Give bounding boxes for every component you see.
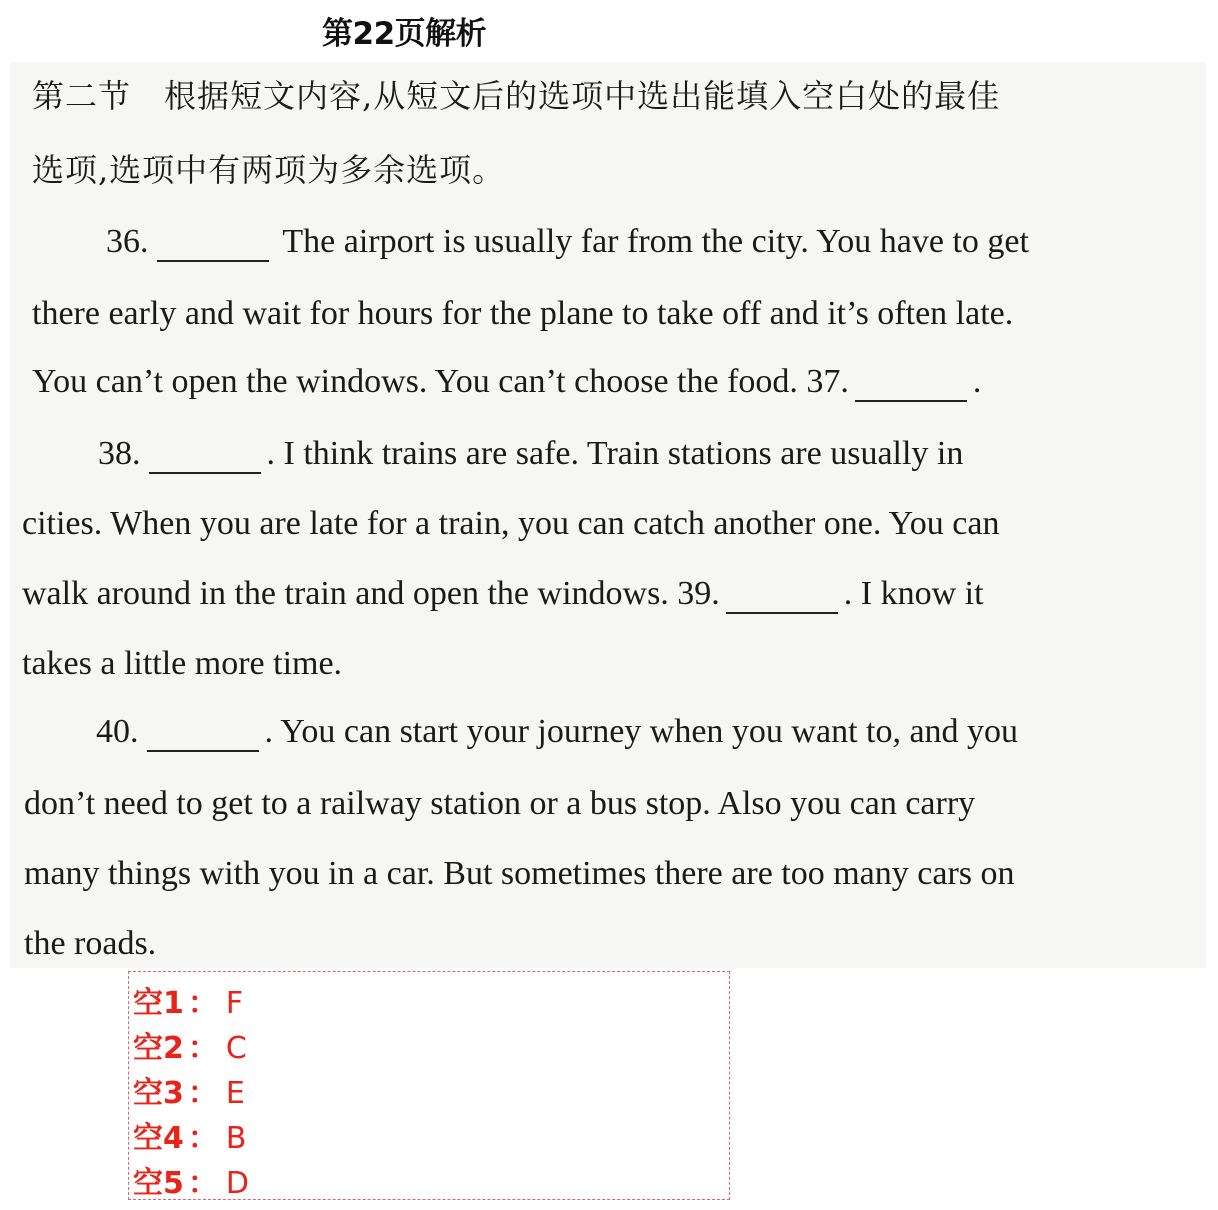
section-instruction-line-1: 第二节 根据短文内容,从短文后的选项中选出能填入空白处的最佳: [32, 77, 1001, 115]
question-38-line: [98, 434, 963, 474]
passage-text: You can’t open the windows. You can’t choose the food. 37.: [32, 363, 849, 400]
passage-punct: .: [972, 363, 982, 400]
answer-label: 空5: [133, 1166, 184, 1201]
answer-value: F: [225, 986, 244, 1021]
answer-label: 空1: [133, 986, 184, 1021]
passage-line: takes a little more time.: [22, 645, 343, 682]
question-39-line: [22, 574, 984, 614]
answer-key-box: [128, 971, 730, 1200]
passage-line: there early and wait for hours for the plane to take off and it’s often late.: [32, 295, 1014, 332]
answer-label: 空2: [133, 1031, 184, 1066]
passage-text: . I think trains are safe. Train stations are usually in: [266, 435, 964, 472]
answer-value: D: [225, 1166, 249, 1201]
answer-value: C: [225, 1031, 247, 1066]
passage-text: . You can start your journey when you want to, and you: [264, 713, 1019, 750]
answer-value: B: [225, 1121, 247, 1156]
passage-text: walk around in the train and open the windows. 39.: [22, 575, 720, 612]
question-40-line: [96, 712, 1018, 752]
passage-line: don’t need to get to a railway station or a bus stop. Also you can carry: [24, 785, 976, 822]
answer-separator: ：: [187, 1076, 218, 1111]
answer-separator: ：: [187, 1031, 218, 1066]
page-title: 第22页解析: [322, 16, 487, 52]
question-number: 38.: [98, 435, 141, 472]
answer-blank-40: [147, 720, 259, 752]
passage-text: . I know it: [843, 575, 984, 612]
passage-line: cities. When you are late for a train, you can catch another one. You can: [22, 505, 1000, 542]
question-number: 36.: [106, 223, 149, 260]
question-36-line: [106, 222, 1029, 262]
answer-label: 空3: [133, 1076, 184, 1111]
passage-text: The airport is usually far from the city. You have to get: [282, 223, 1029, 260]
scanned-passage: [10, 62, 1206, 968]
answer-blank-36: [157, 230, 269, 262]
answer-row: [133, 978, 244, 1021]
section-instruction-line-2: 选项,选项中有两项为多余选项。: [32, 151, 506, 189]
passage-line: many things with you in a car. But sometimes there are too many cars on: [24, 855, 1015, 892]
answer-row: [133, 1113, 247, 1156]
answer-row: [133, 1158, 249, 1201]
answer-label: 空4: [133, 1121, 184, 1156]
passage-line: the roads.: [24, 925, 157, 962]
answer-blank-38: [149, 442, 261, 474]
answer-separator: ：: [187, 1166, 218, 1201]
answer-row: [133, 1068, 245, 1111]
answer-separator: ：: [187, 1121, 218, 1156]
answer-blank-37: [855, 370, 967, 402]
question-number: 40.: [96, 713, 139, 750]
question-37-line: [32, 362, 981, 402]
answer-blank-39: [726, 582, 838, 614]
answer-value: E: [225, 1076, 245, 1111]
answer-row: [133, 1023, 247, 1066]
answer-separator: ：: [187, 986, 218, 1021]
